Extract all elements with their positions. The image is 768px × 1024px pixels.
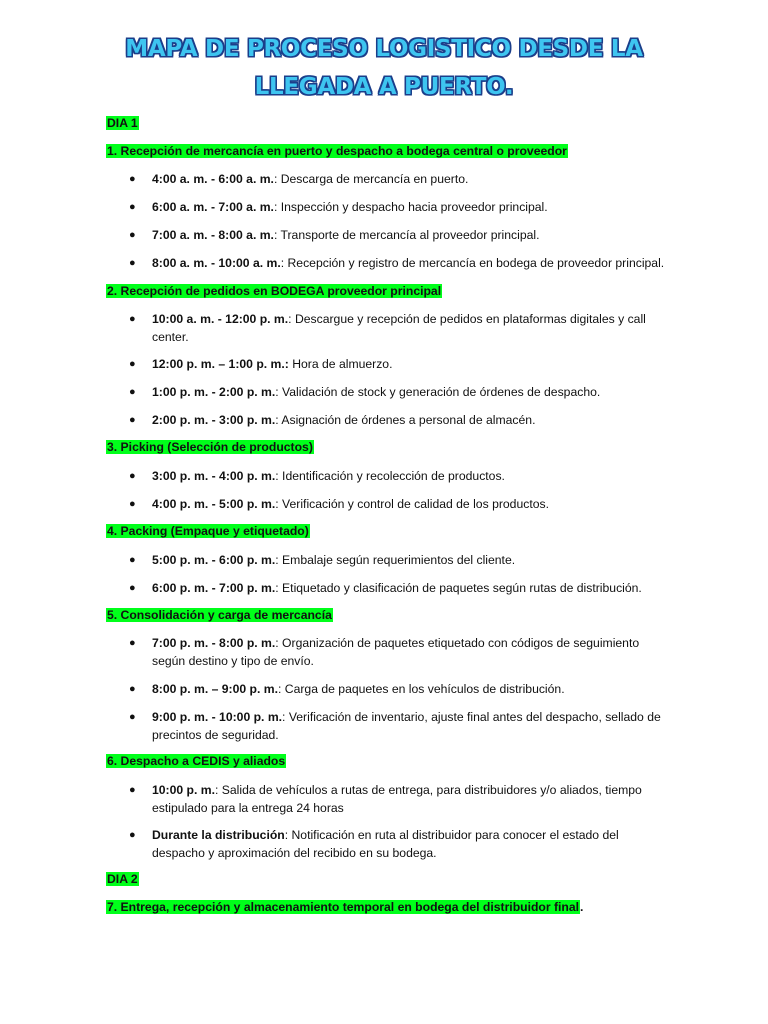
- section-1-heading: 1. Recepción de mercancía en puerto y despacho a bodega central o proveedor: [107, 144, 567, 158]
- bullet-icon: ●: [129, 582, 136, 594]
- bullet-icon: ●: [129, 470, 136, 482]
- section-7-heading: 7. Entrega, recepción y almacenamiento temporal en bodega del distribuidor final.: [107, 900, 584, 914]
- bullet-icon: ●: [129, 386, 136, 398]
- bullet-icon: ●: [129, 173, 136, 185]
- bullet-icon: ●: [129, 313, 136, 325]
- bullet-icon: ●: [129, 358, 136, 370]
- title-line-2: LLEGADA A PUERTO.: [254, 74, 514, 100]
- bullet-icon: ●: [129, 784, 136, 796]
- bullet-icon: ●: [129, 257, 136, 269]
- bullet-icon: ●: [129, 683, 136, 695]
- document-page: MAPA DE PROCESO LOGISTICO DESDE LA LLEGADA A PUERTO. DIA 1 1. Recepción de mercancía en puerto y despacho a bodega central o proveedor ● 4:00 a. m. - 6:00 a. m.: Descarga de mercancía en puerto. ● 6:00 a. m. - 7:00 a. m.: Inspección y despacho hacia proveedor principal. ● 7:00 a. m. - 8:00 a. m.: Transporte de mercancía al proveedor principal. ● 8:00 a. m. - 10:00 a. m.: Recepción y registro de mercancía en bodega de proveedor principal. 2. Recepción de pedidos en BODEGA proveedor principal ● 10:00 a. m. - 12:00 p. m.: Descargue y recepción de pedidos en plataformas digitales y call center. ● 12:00 p. m. – 1:00 p. m.: Hora de almuerzo. ● 1:00 p. m. - 2:00 p. m.: Validación de stock y generación de órdenes de despacho. ● 2:00 p. m. - 3:00 p. m.: Asignación de órdenes a personal de almacén. 3. Picking (Selección de productos) ● 3:00 p. m. - 4:00 p. m.: Identificación y recolección de productos. ● 4:00 p. m. - 5:00 p. m.: Verificación y control de calidad de los productos. 4. Packing (Empaque y etiquetado) ● 5:00 p. m. - 6:00 p. m.: Embalaje según requerimientos del cliente. ● 6:00 p. m. - 7:00 p. m.: Etiquetado y clasificación de paquetes según rutas de distribución. 5. Consolidación y carga de mercancía ● 7:00 p. m. - 8:00 p. m.: Organización de paquetes etiquetado con códigos de seguimiento según destino y tipo de envío. ● 8:00 p. m. – 9:00 p. m.: Carga de paquetes en los vehículos de distribución. ● 9:00 p. m. - 10:00 p. m.: Verificación de inventario, ajuste final antes del despacho, sellado de precintos de seguridad. 6. Despacho a CEDIS y aliados ● 10:00 p. m.: Salida de vehículos a rutas de entrega, para distribuidores y/o aliados, tiempo estipulado para la entrega 24 horas ● Durante la distribución: Notificación en ruta al distribuidor para conocer el estado del despacho y aproximación del recibido en su bodega. DIA 2 7. Entrega, recepción y almacenamiento temporal en bodega del distribuidor final.: [0, 0, 768, 1024]
- bullet-icon: ●: [129, 201, 136, 213]
- section-3-heading: 3. Picking (Selección de productos): [107, 440, 313, 454]
- bullet-icon: ●: [129, 829, 136, 841]
- section-5-heading: 5. Consolidación y carga de mercancía: [107, 608, 332, 622]
- bullet-icon: ●: [129, 414, 136, 426]
- title-line-1: MAPA DE PROCESO LOGISTICO DESDE LA: [125, 36, 643, 62]
- bullet-icon: ●: [129, 498, 136, 510]
- day-1-label: DIA 1: [107, 116, 138, 130]
- section-4-heading: 4. Packing (Empaque y etiquetado): [107, 524, 309, 538]
- bullet-icon: ●: [129, 711, 136, 723]
- bullet-icon: ●: [129, 229, 136, 241]
- section-6-heading: 6. Despacho a CEDIS y aliados: [107, 754, 286, 768]
- day-2-label: DIA 2: [107, 872, 138, 886]
- bullet-icon: ●: [129, 554, 136, 566]
- document-title: [0, 30, 768, 106]
- bullet-icon: ●: [129, 637, 136, 649]
- section-2-heading: 2. Recepción de pedidos en BODEGA proveedor principal: [107, 284, 442, 298]
